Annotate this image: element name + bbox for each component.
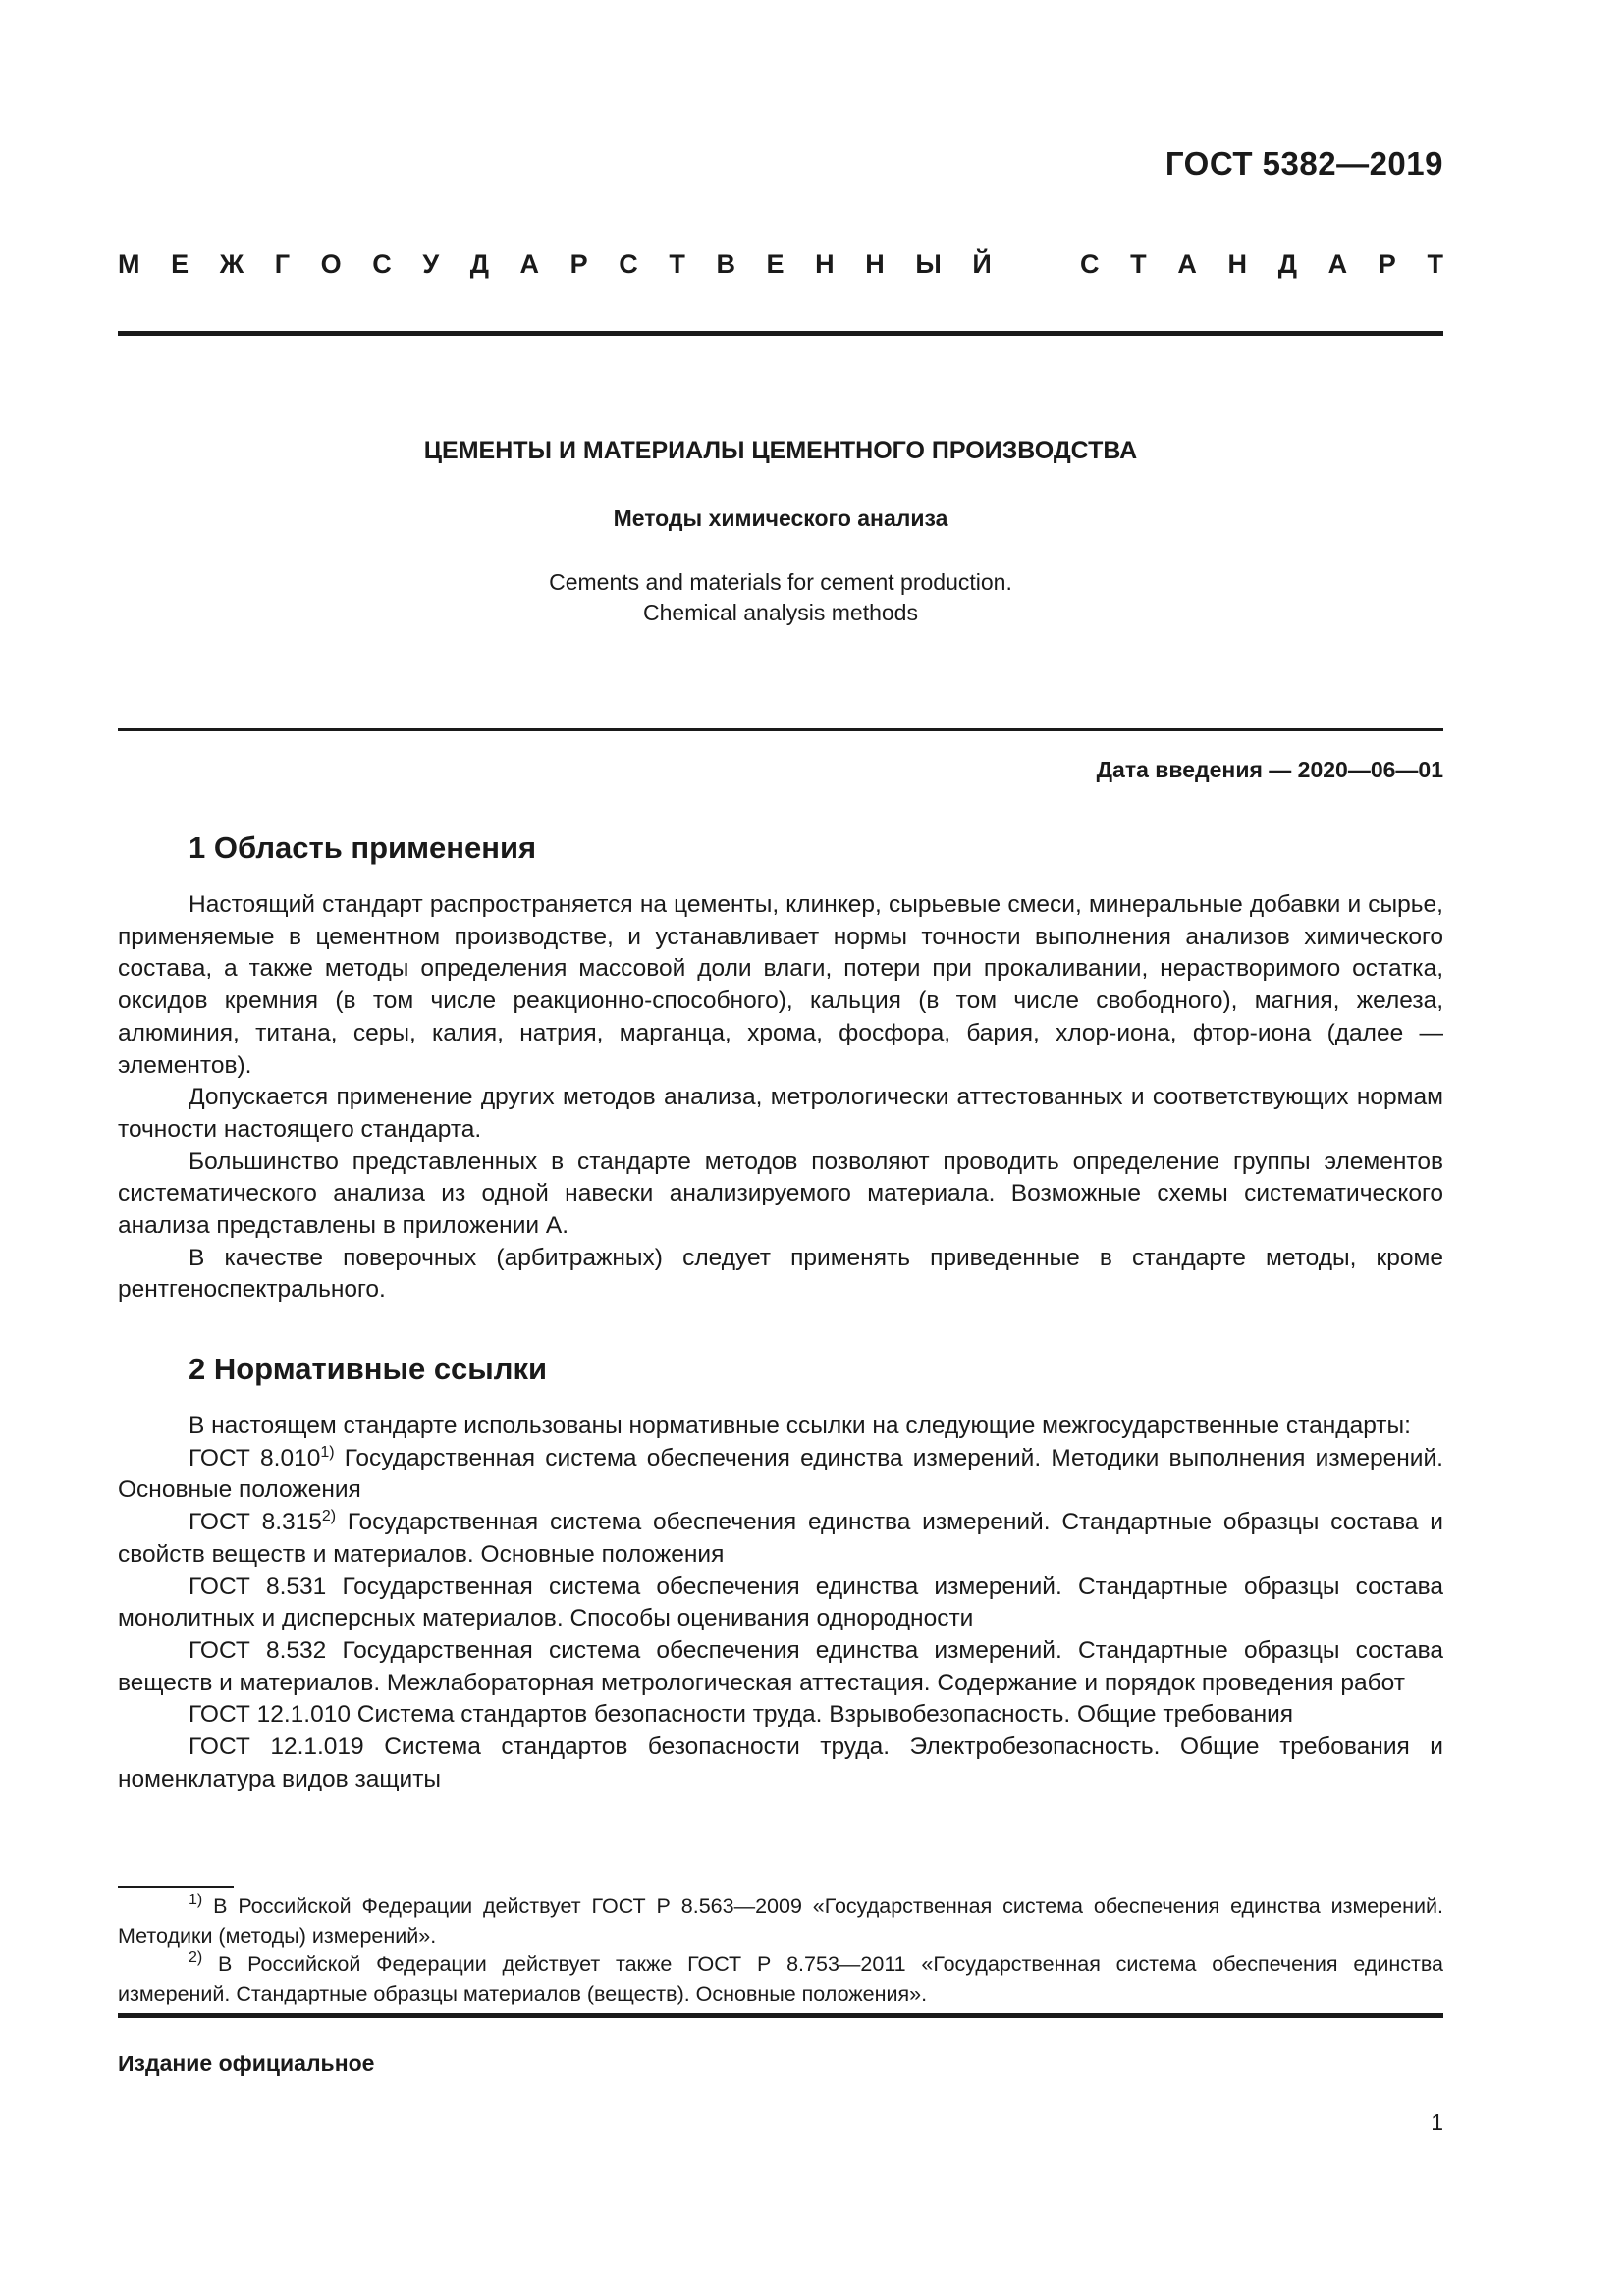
footnote-text: В Российской Федерации действует также ГОСТ Р 8.753—2011 «Государственная система обеспечения единства измерений. Стандартные образцы материалов (веществ). Основные положения». [118, 1952, 1443, 2005]
document-title: ЦЕМЕНТЫ И МАТЕРИАЛЫ ЦЕМЕНТНОГО ПРОИЗВОДСТВА [423, 437, 1138, 464]
banner-word-standard [1080, 249, 1443, 280]
reference-title: Государственная система обеспечения единства измерений. Методики выполнения измерений. Основные положения [118, 1444, 1443, 1504]
english-title [118, 567, 1443, 628]
document-page [118, 0, 1443, 2296]
banner-letter: Р [569, 249, 588, 279]
banner-letter: Н [1227, 249, 1248, 279]
section-1-paragraph: Настоящий стандарт распространяется на цементы, клинкер, сырьевые смеси, минеральные добавки и сырье, применяемые в цементном производстве, и устанавливает нормы точности выполнения анализов химического состава, а также методы определения массовой доли влаги, потери при прокаливании, нерастворимого остатка, оксидов кремния (в том числе реакционно-способного), кальция (в том числе свободного), магния, железа, алюминия, титана, серы, калия, натрия, марганца, хрома, фосфора, бария, хлор-иона, фтор-иона (далее — элементов). [118, 891, 1443, 1079]
reference-code: ГОСТ 12.1.019 [189, 1734, 364, 1761]
section-1-paragraph: Допускается применение других методов анализа, метрологически аттестованных и соответствующих нормам точности настоящего стандарта. [118, 1084, 1443, 1143]
document-subtitle: Методы химического анализа [613, 506, 948, 531]
banner-letter: Н [865, 249, 885, 279]
footnote-mark: 2) [189, 1949, 203, 1966]
banner-letter: С [372, 249, 392, 279]
footnote [118, 1950, 1443, 2008]
official-edition-label: Издание официальное [118, 2051, 375, 2076]
footnote [118, 1893, 1443, 1950]
reference-title: Государственная система обеспечения единства измерений. Стандартные образцы состава веществ и материалов. Межлабораторная метрологическая аттестация. Содержание и порядок проведения работ [118, 1636, 1444, 1696]
section-2-intro: В настоящем стандарте использованы нормативные ссылки на следующие межгосударственные стандарты: [189, 1413, 1411, 1439]
reference-item [118, 1572, 1443, 1635]
page-number: 1 [1431, 2109, 1443, 2135]
reference-title: Государственная система обеспечения единства измерений. Стандартные образцы состава и свойств веществ и материалов. Основные положения [118, 1509, 1443, 1568]
section-1-heading: 1 Область применения [189, 830, 537, 865]
banner-letter: А [519, 249, 540, 279]
section-2-body [118, 1411, 1443, 1795]
reference-code: ГОСТ 8.315 [189, 1509, 322, 1536]
banner-letter: С [1080, 249, 1100, 279]
reference-title: Система стандартов безопасности труда. Электробезопасность. Общие требования и номенклатура видов защиты [118, 1734, 1443, 1792]
header-rule [118, 331, 1443, 336]
section-1-paragraph: В качестве поверочных (арбитражных) следует применять приведенные в стандарте методы, кроме рентгеноспектрального. [118, 1244, 1443, 1304]
reference-item [118, 1732, 1443, 1795]
reference-code: ГОСТ 12.1.010 [189, 1701, 351, 1729]
banner-letter: А [1327, 249, 1348, 279]
banner-letter: Ы [915, 249, 942, 279]
reference-title: Система стандартов безопасности труда. Взрывобезопасность. Общие требования [350, 1701, 1294, 1729]
banner-word-interstate [118, 249, 992, 280]
english-title-line-2: Chemical analysis methods [643, 600, 918, 625]
footnote-marker: 1) [320, 1443, 335, 1461]
banner-letter: О [320, 249, 342, 279]
footnote-mark: 1) [189, 1892, 203, 1908]
footer-rule [118, 2013, 1443, 2018]
reference-title: Государственная система обеспечения единства измерений. Стандартные образцы состава монолитных и дисперсных материалов. Способы оценивания однородности [118, 1573, 1444, 1632]
reference-code: ГОСТ 8.531 [189, 1573, 327, 1600]
reference-item [118, 1635, 1443, 1699]
english-title-line-1: Cements and materials for cement production. [549, 569, 1012, 595]
banner-letter: В [716, 249, 735, 279]
reference-item [118, 1507, 1443, 1571]
banner-letter: Е [766, 249, 785, 279]
banner-letter: Т [1130, 249, 1147, 279]
banner-letter: Г [274, 249, 291, 279]
banner-letter: А [1177, 249, 1197, 279]
footnote-separator [118, 1886, 234, 1888]
banner-letter: Т [1427, 249, 1443, 279]
banner-letter: Й [972, 249, 992, 279]
banner-letter: М [118, 249, 140, 279]
banner-letter: С [619, 249, 638, 279]
title-rule [118, 728, 1443, 731]
banner-letter: Н [815, 249, 835, 279]
section-2-heading: 2 Нормативные ссылки [189, 1352, 548, 1386]
date-of-introduction: Дата введения — 2020—06—01 [1096, 757, 1443, 782]
reference-item [118, 1443, 1443, 1507]
gost-number: ГОСТ 5382—2019 [1164, 145, 1443, 182]
banner-letter: Е [171, 249, 189, 279]
banner-letter: Ж [219, 249, 244, 279]
section-1-paragraph: Большинство представленных в стандарте методов позволяют проводить определение группы элементов систематического анализа из одной навески анализируемого материала. Возможные схемы систематического анализа представлены в приложении А. [118, 1148, 1443, 1240]
footnotes [118, 1893, 1443, 2008]
reference-item [118, 1699, 1443, 1732]
standard-banner [118, 249, 1443, 280]
reference-code: ГОСТ 8.010 [189, 1444, 321, 1471]
banner-letter: У [422, 249, 440, 279]
banner-letter: Д [469, 249, 489, 279]
footnote-marker: 2) [321, 1508, 337, 1525]
reference-code: ГОСТ 8.532 [189, 1636, 327, 1664]
banner-letter: Д [1277, 249, 1297, 279]
footnote-text: В Российской Федерации действует ГОСТ Р 8.563—2009 «Государственная система обеспечения единства измерений. Методики (методы) измерений». [118, 1895, 1443, 1948]
banner-letter: Р [1378, 249, 1396, 279]
section-1-body [118, 889, 1443, 1307]
banner-letter: Т [669, 249, 685, 279]
